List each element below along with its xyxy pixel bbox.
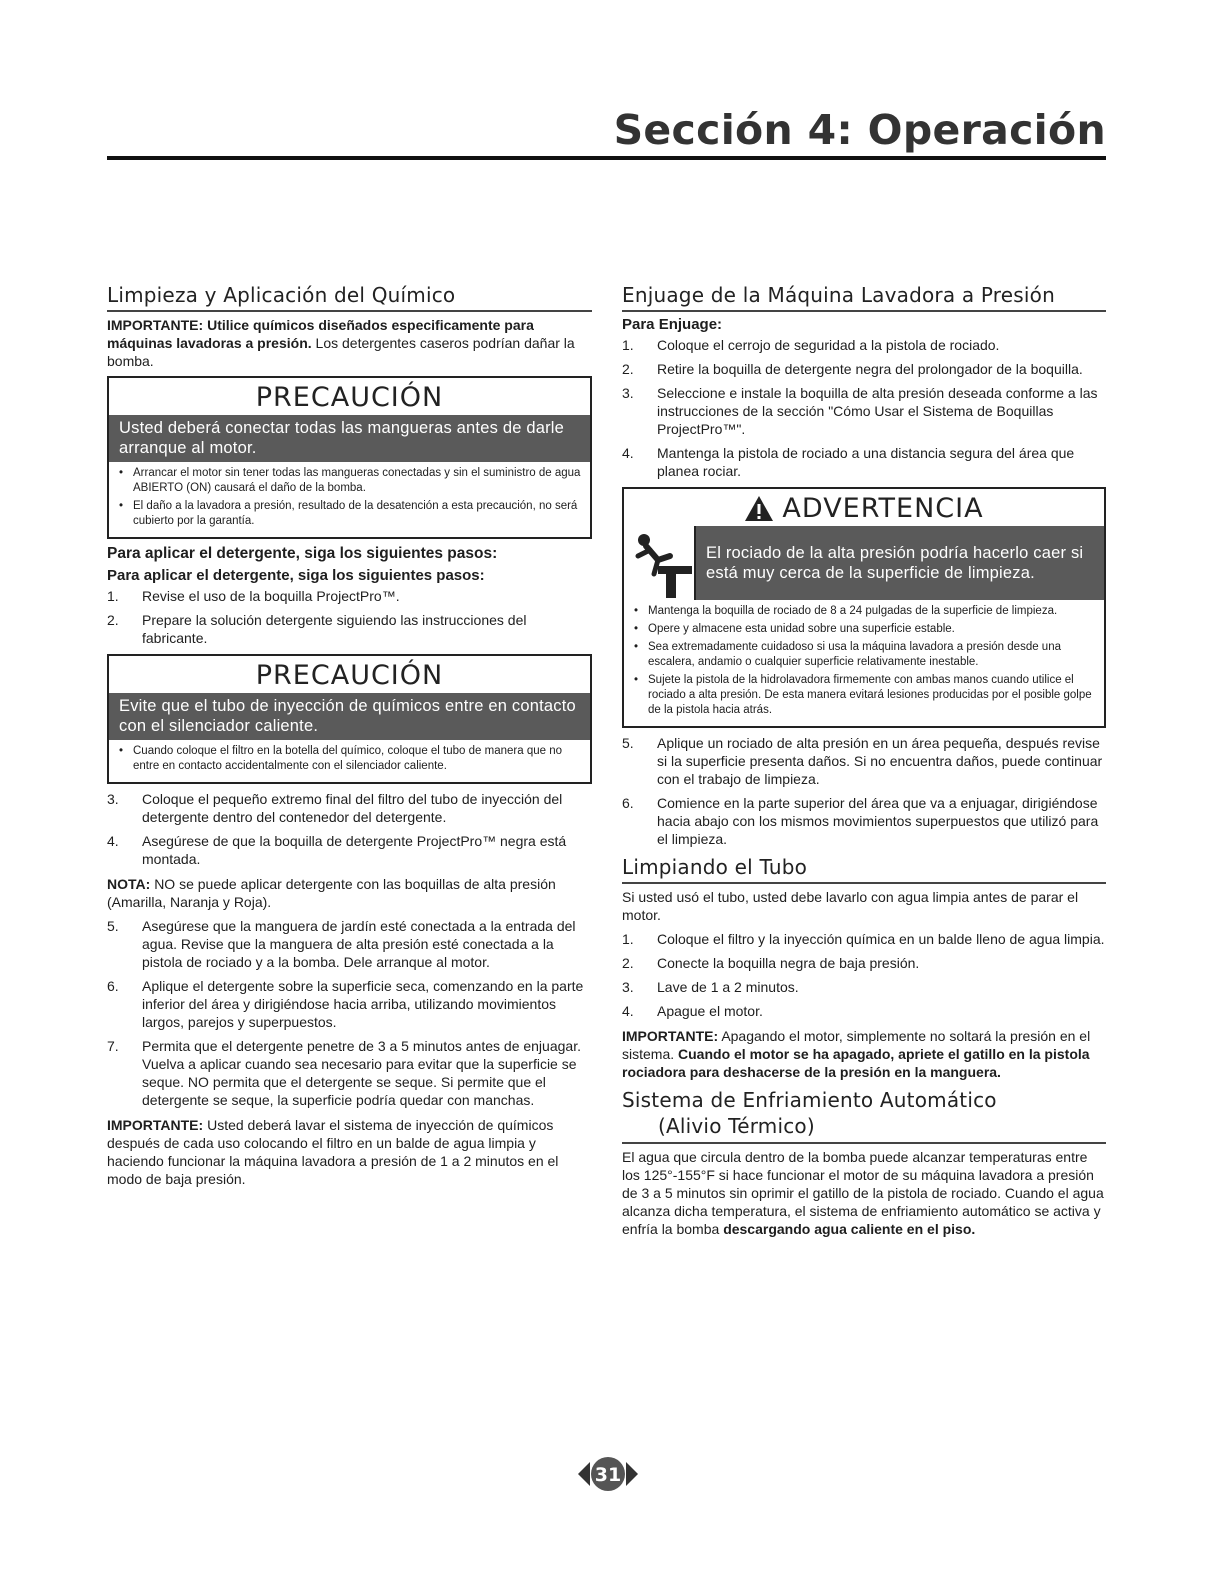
cooling-text: El agua que circula dentro de la bomba puede alcanzar temperaturas entre los 125°-155°F si hace funcionar el motor de su máquina lavadora a presión de 3 a 5 minutos sin oprimir el gatillo de la pistola de rociado. Cuando el agua alcanza dicha temperatura, el sistema de enfriamiento automático se activa y enfría la bomba (622, 1149, 1104, 1237)
step-number: 6. (107, 978, 119, 994)
warning-title-row (624, 489, 1104, 526)
step-text: Permita que el detergente penetre de 3 a 5 minutos antes de enjuagar. Vuelva a aplicar cuando sea necesario para evitar que la superficie se seque. NO permita que el detergente se seque. Si permite que el detergente se seque, la superficie podría quedar con manchas. (142, 1038, 581, 1108)
step-item (622, 930, 1106, 948)
step-text: Coloque el cerrojo de seguridad a la pistola de rociado. (657, 337, 1000, 353)
step-number: 6. (622, 795, 634, 811)
page-number-badge (578, 1456, 638, 1492)
warning-triangle-icon (744, 495, 774, 522)
step-item (622, 384, 1106, 438)
step-number: 3. (622, 979, 634, 995)
step-text: Asegúrese de que la boquilla de detergente ProjectPro™ negra está montada. (142, 833, 567, 867)
important-bold-text: Cuando el motor se ha apagado, apriete el gatillo en la pistola rociadora para deshacerse de la presión en la manguera. (622, 1046, 1090, 1080)
important-label: IMPORTANTE: (107, 317, 204, 333)
step-text: Lave de 1 a 2 minutos. (657, 979, 799, 995)
rinse-steps-b (622, 734, 1106, 848)
note-paragraph (107, 875, 592, 911)
important-note-2 (107, 1116, 592, 1188)
important-text: Usted deberá lavar el sistema de inyección de químicos después de cada uso colocando el filtro en un balde de agua limpia y haciendo funcionar la máquina lavadora a presión de 1 a 2 minutos en el modo de baja presión. (107, 1117, 559, 1187)
step-number: 1. (622, 931, 634, 947)
left-column (107, 283, 592, 1194)
important-label: IMPORTANTE: (622, 1028, 719, 1044)
step-number: 5. (107, 918, 119, 934)
cooling-heading-line2: (Alivio Térmico) (658, 1114, 815, 1138)
step-item (622, 1002, 1106, 1020)
step-text: Coloque el pequeño extremo final del filtro del tubo de inyección del detergente dentro del contenedor del detergente. (142, 791, 563, 825)
section-heading-tube: Limpiando el Tubo (622, 855, 1106, 884)
step-item (622, 978, 1106, 996)
caution-band: Usted deberá conectar todas las mangueras antes de darle arranque al motor. (109, 415, 590, 462)
warning-bullet: • Sea extremadamente cuidadoso si usa la máquina lavadora a presión desde una escalera, andamio o cualquier superficie relativamente inestable. (634, 640, 1096, 670)
warning-bullet: • Opere y almacene esta unidad sobre una superficie estable. (634, 622, 1096, 637)
warning-title: ADVERTENCIA (782, 493, 984, 524)
step-item (622, 954, 1106, 972)
warning-bullet: • Mantenga la boquilla de rociado de 8 a 24 pulgadas de la superficie de limpieza. (634, 604, 1096, 619)
step-number: 1. (107, 588, 119, 604)
detergent-steps-b (107, 790, 592, 868)
step-number: 2. (622, 361, 634, 377)
cooling-bold-text: descargando agua caliente en el piso. (723, 1221, 976, 1237)
step-item (622, 794, 1106, 848)
step-item (107, 587, 592, 605)
section-heading-rinse: Enjuage de la Máquina Lavadora a Presión (622, 283, 1106, 312)
cooling-paragraph (622, 1148, 1106, 1238)
step-number: 2. (622, 955, 634, 971)
important-text: Los detergentes caseros podrían dañar la bomba. (107, 335, 575, 369)
important-label: IMPORTANTE: (107, 1117, 204, 1133)
detergent-steps-c (107, 917, 592, 1109)
rinse-subheading: Para Enjuage: (622, 316, 723, 333)
important-text: Apagando el motor, simplemente no soltará la presión en el sistema. (622, 1028, 1091, 1062)
step-item (107, 1037, 592, 1109)
falling-person-icon (624, 526, 696, 600)
step-number: 7. (107, 1038, 119, 1054)
tube-intro: Si usted usó el tubo, usted debe lavarlo con agua limpia antes de parar el motor. (622, 889, 1079, 923)
step-number: 2. (107, 612, 119, 628)
caution-bullet: • Arrancar el motor sin tener todas las mangueras conectadas y sin el suministro de agua ABIERTO (ON) causará el daño de la bomba. (119, 466, 582, 496)
step-text: Conecte la boquilla negra de baja presión. (657, 955, 920, 971)
important-note (107, 316, 592, 370)
detergent-subheading: Para aplicar el detergente, siga los siguientes pasos: (107, 567, 485, 584)
step-item (107, 917, 592, 971)
caution-title: PRECAUCIÓN (255, 382, 444, 413)
caution-bullet: • Cuando coloque el filtro en la botella del químico, coloque el tubo de manera que no entre en contacto accidentalmente con el silenciador caliente. (119, 744, 582, 774)
warning-box (622, 487, 1106, 728)
step-text: Apague el motor. (657, 1003, 763, 1019)
step-item (107, 832, 592, 868)
rinse-steps-a (622, 336, 1106, 480)
step-text: Retire la boquilla de detergente negra del prolongador de la boquilla. (657, 361, 1083, 377)
page-number: 31 (594, 1464, 622, 1486)
caution-bullets (109, 462, 590, 537)
step-text: Mantenga la pistola de rociado a una distancia segura del área que planea rociar. (657, 445, 1075, 479)
warning-band-row (624, 526, 1104, 600)
step-item (107, 790, 592, 826)
step-text: Aplique el detergente sobre la superficie seca, comenzando en la parte inferior del área y dirigiéndose hacia arriba, utilizando movimientos largos, parejos y superpuestos. (142, 978, 584, 1030)
section-heading-cooling (622, 1087, 1106, 1144)
step-number: 1. (622, 337, 634, 353)
caution-box-muffler (107, 654, 592, 784)
header-rule (107, 156, 1106, 160)
step-text: Coloque el filtro y la inyección química en un balde lleno de agua limpia. (657, 931, 1105, 947)
cooling-heading-line1: Sistema de Enfriamiento Automático (622, 1088, 997, 1112)
tube-steps (622, 930, 1106, 1020)
caution-bullet: • El daño a la lavadora a presión, resultado de la desatención a esta precaución, no será cubierto por la garantía. (119, 499, 582, 529)
warning-bullets (624, 600, 1104, 726)
step-number: 4. (107, 833, 119, 849)
detergent-steps-a (107, 587, 592, 647)
caution-title: PRECAUCIÓN (255, 660, 444, 691)
step-item (622, 444, 1106, 480)
important-note-3 (622, 1027, 1106, 1081)
note-label: NOTA: (107, 876, 151, 892)
step-text: Aplique un rociado de alta presión en un área pequeña, después revise si la superficie presenta daños. Si no encuentra daños, puede continuar con el trabajo de limpieza. (657, 735, 1103, 787)
step-text: Asegúrese que la manguera de jardín esté conectada a la entrada del agua. Revise que la manguera de alta presión esté conectada a la pistola de rociado y a la bomba. Dele arranque al motor. (142, 918, 576, 970)
step-item (107, 611, 592, 647)
caution-bullets (109, 740, 590, 782)
note-text: NO se puede aplicar detergente con las boquillas de alta presión (Amarilla, Naranja y Roja). (107, 876, 556, 910)
step-text: Prepare la solución detergente siguiendo las instrucciones del fabricante. (142, 612, 527, 646)
step-number: 3. (622, 385, 634, 401)
step-text: Seleccione e instale la boquilla de alta presión deseada conforme a las instrucciones de la sección "Cómo Usar el Sistema de Boquillas ProjectPro™". (657, 385, 1098, 437)
step-number: 4. (622, 445, 634, 461)
warning-bullet: • Sujete la pistola de la hidrolavadora firmemente con ambas manos cuando utilice el rociado a alta presión. De esta manera evitará lesiones producidas por el posible golpe de la pistola hacia atrás. (634, 673, 1096, 718)
detergent-subheading-large: Para aplicar el detergente, siga los siguientes pasos: (107, 545, 498, 562)
page-title: Sección 4: Operación (613, 106, 1106, 154)
step-item (622, 336, 1106, 354)
step-text: Revise el uso de la boquilla ProjectPro™. (142, 588, 400, 604)
step-item (622, 360, 1106, 378)
step-item (622, 734, 1106, 788)
step-number: 5. (622, 735, 634, 751)
section-heading-chemical: Limpieza y Aplicación del Químico (107, 283, 592, 312)
right-column (622, 283, 1106, 1244)
warning-band: El rociado de la alta presión podría hacerlo caer si está muy cerca de la superficie de limpieza. (696, 526, 1104, 600)
step-item (107, 977, 592, 1031)
important-bold-text: Utilice químicos diseñados especificamente para máquinas lavadoras a presión. (107, 317, 534, 351)
caution-band: Evite que el tubo de inyección de químicos entre en contacto con el silenciador caliente. (109, 693, 590, 740)
step-number: 3. (107, 791, 119, 807)
step-text: Comience en la parte superior del área que va a enjuagar, dirigiéndose hacia abajo con los mismos movimientos superpuestos que utilizó para el limpieza. (657, 795, 1099, 847)
step-number: 4. (622, 1003, 634, 1019)
caution-box-hoses (107, 376, 592, 539)
